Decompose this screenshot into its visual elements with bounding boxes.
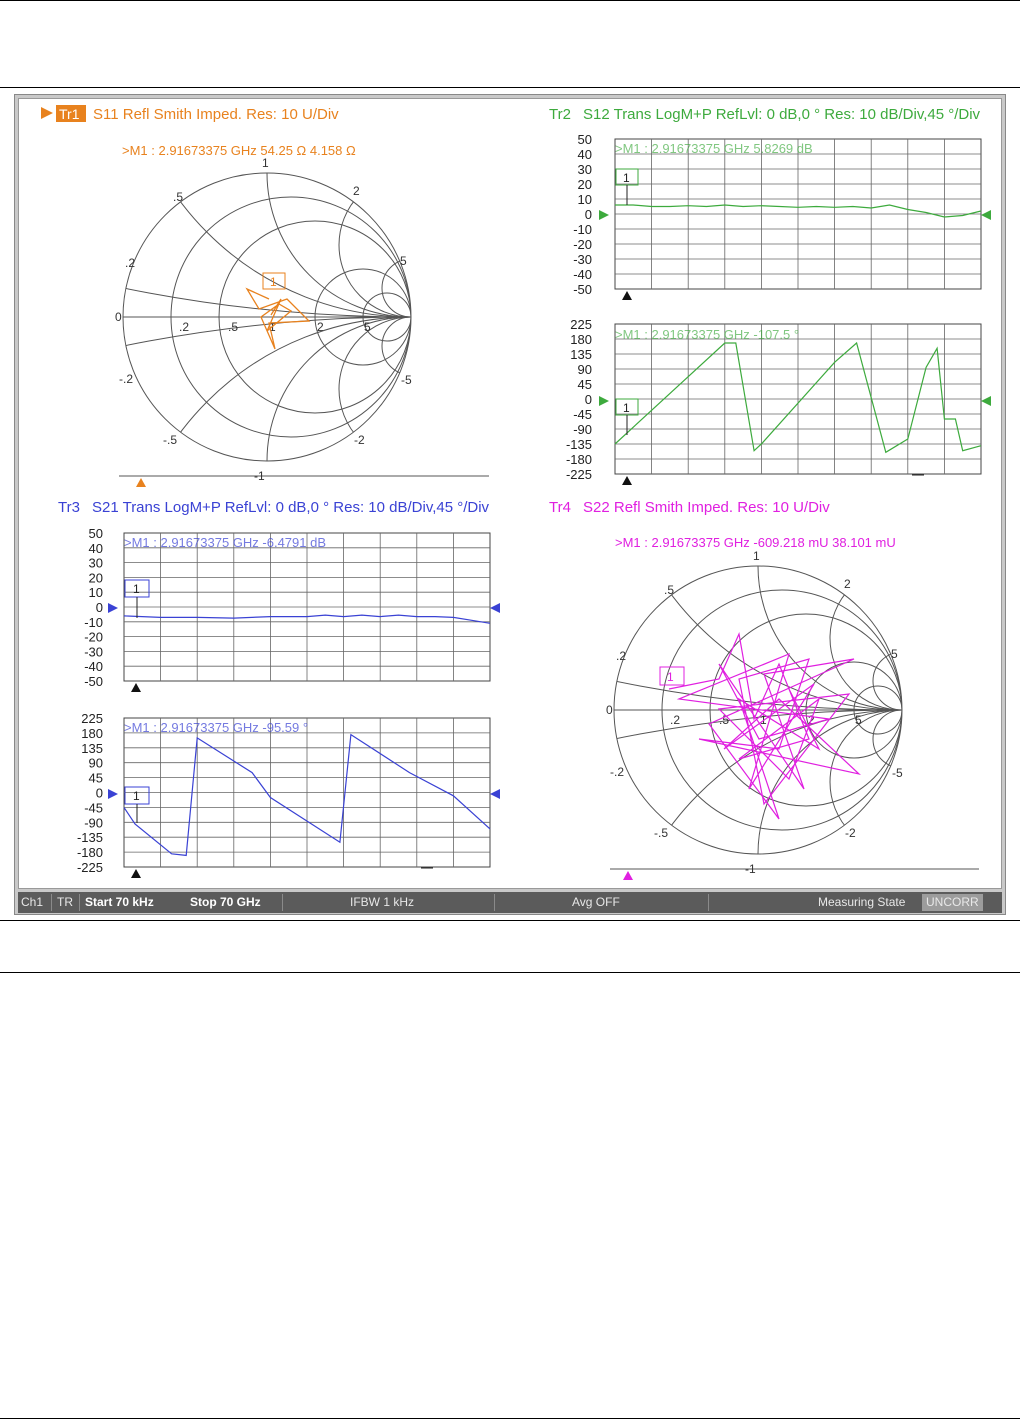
svg-text:.5: .5 — [228, 320, 239, 334]
tr4-marker-number: 1 — [667, 670, 674, 684]
status-trace-mode[interactable]: TR — [57, 895, 73, 909]
svg-text:2: 2 — [844, 577, 851, 591]
y-tick-label: 45 — [577, 377, 592, 392]
tr2-magnitude-ref-left-icon — [599, 210, 609, 220]
tr1-marker-readout: >M1 : 2.91673375 GHz 54.25 Ω 4.158 Ω — [122, 143, 356, 158]
y-tick-label: -45 — [84, 800, 103, 816]
y-tick-label: 20 — [577, 177, 592, 192]
tr4-header[interactable]: S22 Refl Smith Imped. Res: 10 U/Div — [583, 499, 830, 516]
tr1-header[interactable]: S11 Refl Smith Imped. Res: 10 U/Div — [93, 106, 339, 123]
tr2-phase-marker-number: 1 — [623, 401, 630, 415]
svg-text:.2: .2 — [125, 256, 136, 270]
y-tick-label: -30 — [573, 252, 592, 267]
status-start[interactable] — [85, 892, 154, 913]
tr3-phase-ref-right-icon — [490, 789, 500, 799]
svg-text:-5: -5 — [892, 766, 903, 780]
y-tick-label: 10 — [577, 192, 592, 207]
tr2-magnitude-stimulus-icon — [622, 291, 632, 300]
tr2-phase-stimulus-icon — [622, 476, 632, 485]
y-tick-label: -20 — [573, 237, 592, 252]
y-tick-label: 0 — [95, 600, 103, 615]
svg-text:1: 1 — [262, 156, 269, 170]
y-tick-label: -90 — [84, 815, 103, 831]
svg-text:5: 5 — [855, 713, 862, 727]
tr4-header-tag[interactable]: Tr4 — [549, 499, 571, 516]
svg-text:5: 5 — [400, 254, 407, 268]
status-channel[interactable]: Ch1 — [21, 895, 44, 909]
svg-text:1: 1 — [269, 320, 276, 334]
y-tick-label: 90 — [88, 755, 103, 771]
y-tick-label: 0 — [584, 392, 592, 407]
y-tick-label: 10 — [88, 585, 103, 601]
tr1-tag[interactable]: Tr1 — [59, 106, 80, 122]
y-tick-label: 180 — [570, 332, 592, 347]
status-separator — [79, 894, 80, 911]
svg-text:.2: .2 — [179, 320, 190, 334]
status-bar — [18, 892, 1002, 913]
header-bottom-rule — [0, 87, 1020, 88]
svg-text:-2: -2 — [845, 826, 856, 840]
y-tick-label: 225 — [81, 711, 103, 726]
y-tick-label: -90 — [573, 422, 592, 437]
tr2-phase-marker-readout: >M1 : 2.91673375 GHz -107.5 ° — [615, 327, 800, 342]
svg-text:1: 1 — [753, 549, 760, 563]
y-tick-label: -40 — [573, 267, 592, 282]
tr1-stimulus-arrow-icon — [136, 478, 146, 487]
status-stop-label: Stop 70 GHz — [190, 895, 261, 909]
tr3-phase-marker-readout: >M1 : 2.91673375 GHz -95.59 ° — [124, 720, 309, 735]
y-tick-label: 40 — [88, 540, 103, 556]
tr3-header-tag[interactable]: Tr3 — [58, 499, 80, 516]
y-tick-label: 30 — [88, 555, 103, 571]
y-tick-label: -45 — [573, 407, 592, 422]
tr3-phase-marker-number: 1 — [133, 789, 140, 803]
tr3-header[interactable]: S21 Trans LogM+P RefLvl: 0 dB,0 ° Res: 10 dB/Div,45 °/Div — [92, 499, 490, 516]
svg-text:-.2: -.2 — [610, 765, 625, 779]
y-tick-label: 20 — [88, 570, 103, 586]
y-tick-label: 135 — [570, 347, 592, 362]
svg-text:.5: .5 — [664, 583, 675, 597]
tr3-magnitude-marker-readout: >M1 : 2.91673375 GHz -6.4791 dB — [124, 535, 326, 550]
y-tick-label: -40 — [84, 659, 103, 675]
y-tick-label: 40 — [577, 147, 592, 162]
tr3-magnitude-ticks — [84, 526, 103, 689]
svg-text:-1: -1 — [745, 862, 756, 876]
tr3-magnitude-ref-left-icon — [108, 603, 118, 613]
tr3-magnitude-grid — [124, 533, 490, 681]
status-separator — [51, 894, 52, 911]
svg-text:5: 5 — [364, 320, 371, 334]
y-tick-label: 0 — [584, 207, 592, 222]
svg-text:-5: -5 — [401, 373, 412, 387]
tr2-magnitude-marker-readout: >M1 : 2.91673375 GHz 5.8269 dB — [615, 141, 813, 156]
tr2-phase-ref-left-icon — [599, 396, 609, 406]
tr4-marker-readout: >M1 : 2.91673375 GHz -609.218 mU 38.101 mU — [615, 535, 896, 550]
vna-traces — [19, 99, 1001, 888]
svg-text:2: 2 — [808, 713, 815, 727]
svg-text:.2: .2 — [670, 713, 681, 727]
tr3-phase-ticks — [77, 711, 103, 875]
status-separator — [282, 894, 283, 911]
tr3-magnitude-stimulus-icon — [131, 683, 141, 692]
tr2-phase-ref-right-icon — [981, 396, 991, 406]
svg-text:-.2: -.2 — [119, 372, 134, 386]
tr1-trace-line — [247, 289, 309, 349]
y-tick-label: -180 — [565, 452, 592, 467]
y-tick-label: 180 — [81, 725, 103, 741]
page-top-rule — [0, 0, 1020, 1]
status-averaging[interactable]: Avg OFF — [572, 895, 620, 909]
svg-text:2: 2 — [317, 320, 324, 334]
tr3-magnitude-ref-right-icon — [490, 603, 500, 613]
y-tick-label: 50 — [577, 132, 592, 147]
status-separator — [708, 894, 709, 911]
status-ifbw[interactable]: IFBW 1 kHz — [350, 895, 415, 909]
y-tick-label: -50 — [84, 674, 103, 689]
svg-text:-.5: -.5 — [654, 826, 669, 840]
tr2-magnitude-grid — [615, 139, 981, 289]
tr2-phase-ticks — [566, 317, 592, 482]
diagram-area[interactable] — [18, 98, 1002, 889]
tr3-magnitude-marker-number: 1 — [133, 582, 140, 596]
y-tick-label: -135 — [565, 437, 592, 452]
tr3-phase-ref-left-icon — [108, 789, 118, 799]
tr2-magnitude-ref-right-icon — [981, 210, 991, 220]
svg-text:.5: .5 — [173, 190, 184, 204]
status-start-label: Start 70 kHz — [85, 895, 154, 909]
y-tick-label: -225 — [76, 860, 103, 875]
tr3-phase-grid — [124, 718, 490, 867]
svg-text:0: 0 — [606, 703, 613, 717]
caption-bottom-rule — [0, 972, 1020, 973]
y-tick-label: 0 — [95, 785, 103, 801]
tr4-stimulus-arrow-icon — [623, 871, 633, 880]
y-tick-label: 225 — [570, 317, 592, 332]
svg-text:-2: -2 — [354, 433, 365, 447]
tr2-header[interactable]: S12 Trans LogM+P RefLvl: 0 dB,0 ° Res: 10 dB/Div,45 °/Div — [583, 106, 981, 123]
svg-text:.2: .2 — [616, 649, 627, 663]
tr1-marker-number: 1 — [270, 275, 277, 289]
tr3-phase-stimulus-icon — [131, 869, 141, 878]
y-tick-label: 45 — [88, 770, 103, 786]
tr2-header-tag[interactable]: Tr2 — [549, 106, 571, 123]
y-tick-label: 50 — [88, 526, 103, 541]
status-stop[interactable] — [190, 892, 261, 913]
svg-text:.5: .5 — [719, 713, 730, 727]
y-tick-label: -10 — [84, 614, 103, 630]
svg-text:2: 2 — [353, 184, 360, 198]
uncorr-label: UNCORR — [922, 894, 983, 911]
svg-text:0: 0 — [115, 310, 122, 324]
y-tick-label: 30 — [577, 162, 592, 177]
y-tick-label: -225 — [565, 467, 592, 482]
y-tick-label: 135 — [81, 740, 103, 756]
svg-text:-.5: -.5 — [163, 433, 178, 447]
tr2-magnitude-marker-number: 1 — [623, 171, 630, 185]
y-tick-label: -135 — [76, 830, 103, 846]
footer-rule — [0, 1418, 1020, 1419]
tr2-phase-grid — [615, 324, 981, 474]
status-separator — [494, 894, 495, 911]
y-tick-label: -20 — [84, 629, 103, 645]
active-trace-arrow-icon — [41, 107, 53, 119]
svg-text:5: 5 — [891, 647, 898, 661]
figure-bottom-rule — [0, 920, 1020, 921]
y-tick-label: -30 — [84, 644, 103, 660]
status-measuring-state: Measuring State — [818, 895, 906, 909]
y-tick-label: -180 — [76, 845, 103, 861]
y-tick-label: -10 — [573, 222, 592, 237]
vna-screen — [14, 94, 1006, 915]
svg-text:-1: -1 — [254, 469, 265, 483]
y-tick-label: -50 — [573, 282, 592, 297]
svg-text:1: 1 — [760, 713, 767, 727]
tr2-magnitude-ticks — [573, 132, 592, 297]
y-tick-label: 90 — [577, 362, 592, 377]
status-uncorr-badge[interactable] — [922, 892, 983, 913]
